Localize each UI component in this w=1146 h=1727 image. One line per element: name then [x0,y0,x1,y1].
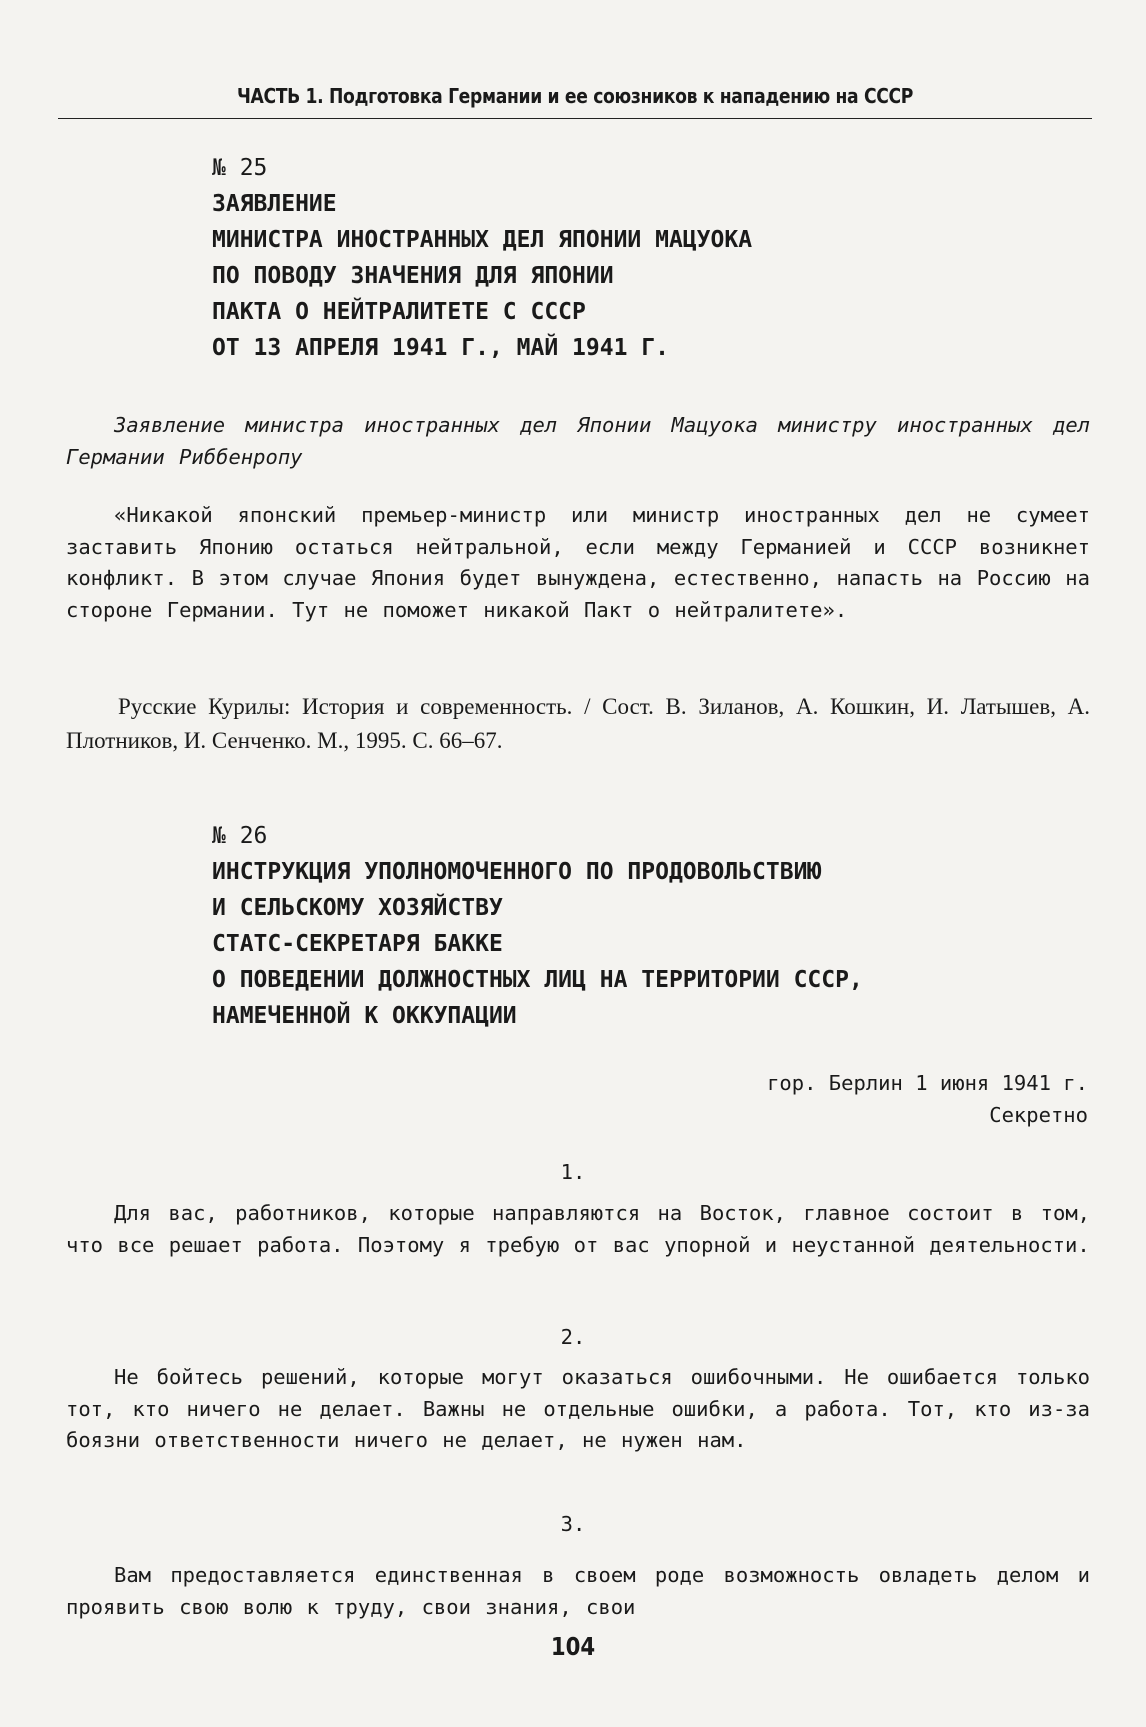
doc25-title-line: МИНИСТРА ИНОСТРАННЫХ ДЕЛ ЯПОНИИ МАЦУОКА [212,227,753,253]
doc25-number: № 25 [212,155,268,181]
section-number: 3. [560,1512,586,1536]
classification: Секретно [989,1103,1088,1127]
section-text: Для вас, работников, которые направляются на Восток, главное состоит в том, что все решает работа. Поэтому я требую от вас упорной и неустанной деятельности. [66,1201,1090,1257]
section-text: Не бойтесь решений, которые могут оказаться ошибочными. Не ошибается только тот, кто ничего не делает. Важны не отдельные ошибки, а работа. Тот, кто из-за боязни ответственности ничего не делает, не нужен нам. [66,1365,1090,1452]
section-number: 1. [560,1160,586,1184]
doc25-heading [212,150,1072,366]
doc25-source: Русские Курилы: История и современность. / Сост. В. Зиланов, А. Кошкин, И. Латышев, А. Плотников, И. Сенченко. М., 1995. С. 66–67. [66,694,1090,753]
page-number: 104 [550,1632,596,1661]
doc26-heading [212,818,1072,1034]
doc26-title-line: О ПОВЕДЕНИИ ДОЛЖНОСТНЫХ ЛИЦ НА ТЕРРИТОРИИ СССР, [212,967,863,993]
section-number: 2. [560,1325,586,1349]
doc26-title-line: И СЕЛЬСКОМУ ХОЗЯЙСТВУ [212,895,503,921]
running-head: ЧАСТЬ 1. Подготовка Германии и ее союзников к нападению на СССР [236,84,914,108]
header-rule [58,118,1092,119]
doc26-title-line: НАМЕЧЕННОЙ К ОККУПАЦИИ [212,1003,517,1029]
section-text: Вам предоставляется единственная в своем роде возможность овладеть делом и проявить свою волю к труду, свои знания, свои [66,1563,1090,1619]
doc25-title-line: ПО ПОВОДУ ЗНАЧЕНИЯ ДЛЯ ЯПОНИИ [212,263,614,289]
doc25-title-line: ЗАЯВЛЕНИЕ [212,191,337,217]
doc25-quote: «Никакой японский премьер-министр или министр иностранных дел не сумеет заставить Японию остаться нейтральной, если между Германией и СССР возникнет конфликт. В этом случае Япония будет вынуждена, естественно, напасть на Россию на стороне Германии. Тут не поможет никакой Пакт о нейтралитете». [66,503,1090,622]
doc25-title-line: ОТ 13 АПРЕЛЯ 1941 Г., МАЙ 1941 Г. [212,335,669,361]
doc25-title-line: ПАКТА О НЕЙТРАЛИТЕТЕ С СССР [212,299,586,325]
place-date: гор. Берлин 1 июня 1941 г. [767,1071,1088,1095]
doc26-number: № 26 [212,823,268,849]
doc25-intro: Заявление министра иностранных дел Японии Мацуока министру иностранных дел Германии Риббенропу [66,413,1090,469]
doc26-title-line: СТАТС-СЕКРЕТАРЯ БАККЕ [212,931,503,957]
doc26-title-line: ИНСТРУКЦИЯ УПОЛНОМОЧЕННОГО ПО ПРОДОВОЛЬСТВИЮ [212,859,822,885]
